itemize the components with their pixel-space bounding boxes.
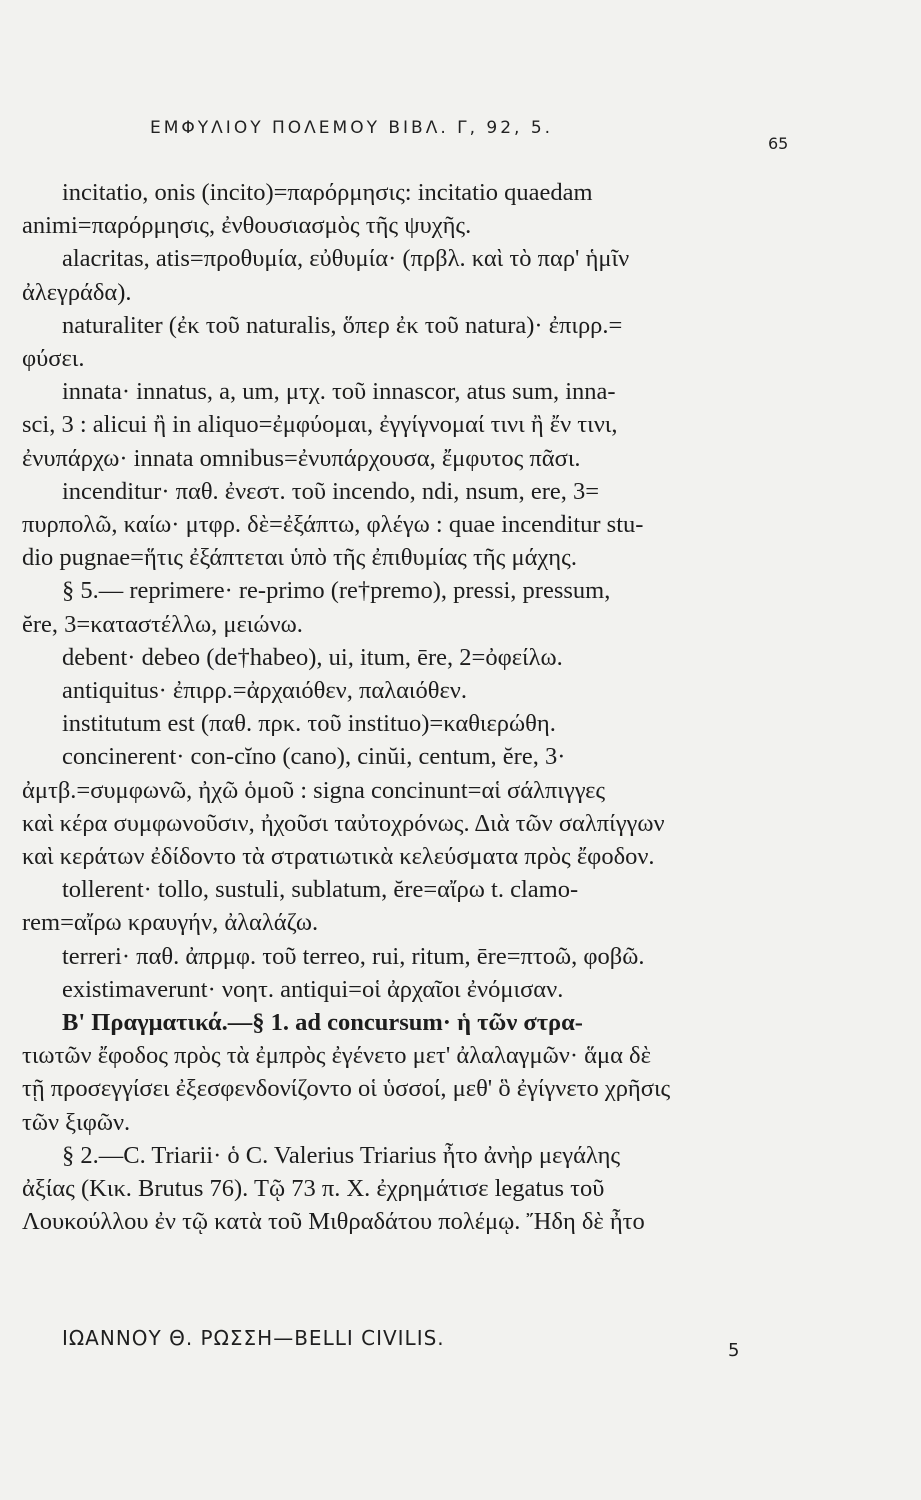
text-line: τῇ προσεγγίσει ἐξεσφενδονίζοντο οἱ ὑσσοί, μεθ' ὃ ἐγίγνετο χρῆσις — [22, 1075, 671, 1103]
text-line: innata· innatus, a, um, μτχ. τοῦ innascor, atus sum, inna- — [62, 378, 616, 406]
text-line: debent· debeo (de†habeo), ui, itum, ēre, 2=ὀφείλω. — [62, 643, 563, 671]
text-line: καὶ κέρα συμφωνοῦσιν, ἠχοῦσι ταὐτοχρόνως. Διὰ τῶν σαλπίγγων — [22, 809, 665, 837]
text-line: naturaliter (ἐκ τοῦ naturalis, ὅπερ ἐκ τοῦ natura)· ἐπιρρ.= — [62, 311, 623, 339]
text-line: ἐνυπάρχω· innata omnibus=ἐνυπάρχουσα, ἔμφυτος πᾶσι. — [22, 444, 581, 472]
text-line: πυρπολῶ, καίω· μτφρ. δὲ=ἐξάπτω, φλέγω : quae incenditur stu- — [22, 511, 644, 539]
text-line: institutum est (παθ. πρκ. τοῦ instituo)=καθιερώθη. — [62, 710, 556, 738]
page-number: 65 — [768, 134, 789, 153]
text-line: φύσει. — [22, 345, 85, 373]
text-line: ἀμτβ.=συμφωνῶ, ἠχῶ ὁμοῦ : signa concinunt=αἱ σάλπιγγες — [22, 776, 606, 804]
text-line: antiquitus· ἐπιρρ.=ἀρχαιόθεν, παλαιόθεν. — [62, 677, 467, 705]
text-line: concinerent· con-cĭno (cano), cinŭi, centum, ĕre, 3· — [62, 743, 566, 771]
signature-mark: ΙΩΑΝΝΟΥ Θ. ΡΩΣΣΗ—BELLI CIVILIS. — [62, 1326, 445, 1350]
text-line: ἀξίας (Κικ. Brutus 76). Τῷ 73 π. Χ. ἐχρημάτισε legatus τοῦ — [22, 1175, 605, 1203]
section-heading-line: Β' Πραγματικά.—§ 1. ad concursum· ἡ τῶν στρα- — [62, 1009, 583, 1037]
text-line: ĕre, 3=καταστέλλω, μειώνω. — [22, 610, 303, 638]
text-line: Λουκούλλου ἐν τῷ κατὰ τοῦ Μιθραδάτου πολέμῳ. Ἤδη δὲ ἦτο — [22, 1208, 645, 1236]
text-line: καὶ κεράτων ἐδίδοντο τὰ στρατιωτικὰ κελεύσματα πρὸς ἔφοδον. — [22, 843, 655, 871]
text-line: existimaverunt· νοητ. antiqui=οἱ ἀρχαῖοι ἐνόμισαν. — [62, 975, 564, 1003]
text-line: τῶν ξιφῶν. — [22, 1108, 131, 1136]
page-body — [22, 176, 812, 1239]
text-line: sci, 3 : alicui ἢ in aliquo=ἐμφύομαι, ἐγγίγνομαί τινι ἢ ἔν τινι, — [22, 411, 618, 439]
text-line: alacritas, atis=προθυμία, εὐθυμία· (πρβλ. καὶ τὸ παρ' ἡμῖν — [62, 245, 630, 273]
text-line: § 5.— reprimere· re-primo (re†premo), pressi, pressum, — [62, 577, 611, 605]
running-head: ΕΜΦΥΛΙΟΥ ΠΟΛΕΜΟΥ ΒΙΒΛ. Γ, 92, 5. — [150, 118, 554, 138]
text-line: § 2.—C. Triarii· ὁ C. Valerius Triarius ἦτο ἀνὴρ μεγάλης — [62, 1141, 621, 1169]
text-line: tollerent· tollo, sustuli, sublatum, ĕre=αἴρω t. clamo- — [62, 876, 579, 904]
sheet-number: 5 — [728, 1340, 740, 1361]
text-line: incenditur· παθ. ἐνεστ. τοῦ incendo, ndi, nsum, ere, 3= — [62, 477, 600, 505]
text-line: terreri· παθ. ἀπρμφ. τοῦ terreo, rui, ritum, ēre=πτοῶ, φοβῶ. — [62, 942, 645, 970]
text-line: τιωτῶν ἔφοδος πρὸς τὰ ἐμπρὸς ἐγένετο μετ' ἀλαλαγμῶν· ἅμα δὲ — [22, 1042, 651, 1070]
text-line: dio pugnae=ἥτις ἐξάπτεται ὑπὸ τῆς ἐπιθυμίας τῆς μάχης. — [22, 544, 577, 572]
text-line: incitatio, onis (incito)=παρόρμησις: incitatio quaedam — [62, 179, 593, 206]
text-line: rem=αἴρω κραυγήν, ἀλαλάζω. — [22, 909, 319, 937]
text-line: ἀλεγράδα). — [22, 278, 132, 306]
text-line: animi=παρόρμησις, ἐνθουσιασμὸς τῆς ψυχῆς. — [22, 212, 472, 240]
